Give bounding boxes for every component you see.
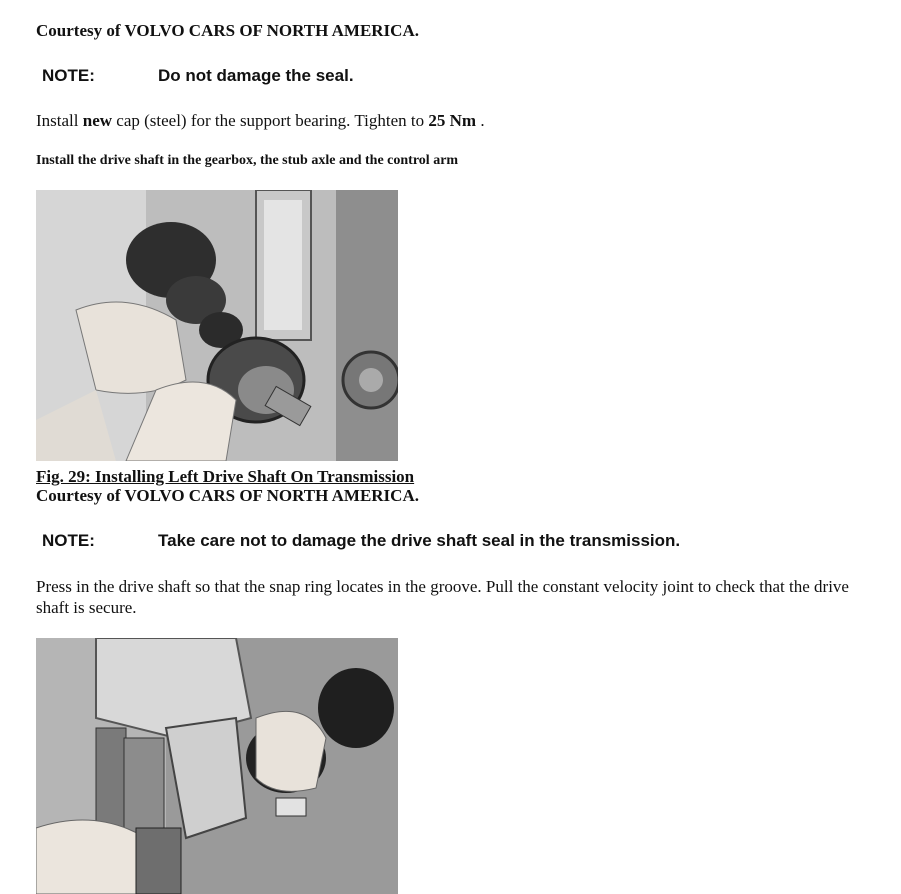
drive-shaft-press-photo: [36, 638, 398, 894]
courtesy-line-2: Courtesy of VOLVO CARS OF NORTH AMERICA.: [36, 486, 419, 505]
install-cap-text-3: .: [476, 111, 485, 130]
install-cap-bold-new: new: [82, 111, 113, 130]
torque-value: 25 Nm: [428, 111, 477, 130]
note-label-2: NOTE:: [42, 531, 95, 550]
note-label-1: NOTE:: [42, 66, 95, 85]
press-drive-shaft-paragraph: Press in the drive shaft so that the snap ring locates in the groove. Pull the constant velocity joint to check that the drive shaft is secure.: [36, 577, 849, 617]
courtesy-line-1: Courtesy of VOLVO CARS OF NORTH AMERICA.: [36, 21, 419, 40]
note-text-1: Do not damage the seal.: [158, 66, 354, 85]
install-drive-shaft-heading: Install the drive shaft in the gearbox, the stub axle and the control arm: [36, 153, 459, 168]
note-text-2: Take care not to damage the drive shaft seal in the transmission.: [158, 531, 681, 550]
install-cap-paragraph: [36, 111, 485, 131]
install-cap-text-1: Install: [36, 111, 83, 130]
drive-shaft-press-image: [36, 638, 398, 894]
install-cap-text-2: cap (steel) for the support bearing. Tighten to: [112, 111, 429, 130]
figure-29-caption: Fig. 29: Installing Left Drive Shaft On Transmission: [36, 467, 415, 486]
drive-shaft-installation-image: [36, 190, 398, 461]
figure-29-photo: [36, 190, 398, 461]
